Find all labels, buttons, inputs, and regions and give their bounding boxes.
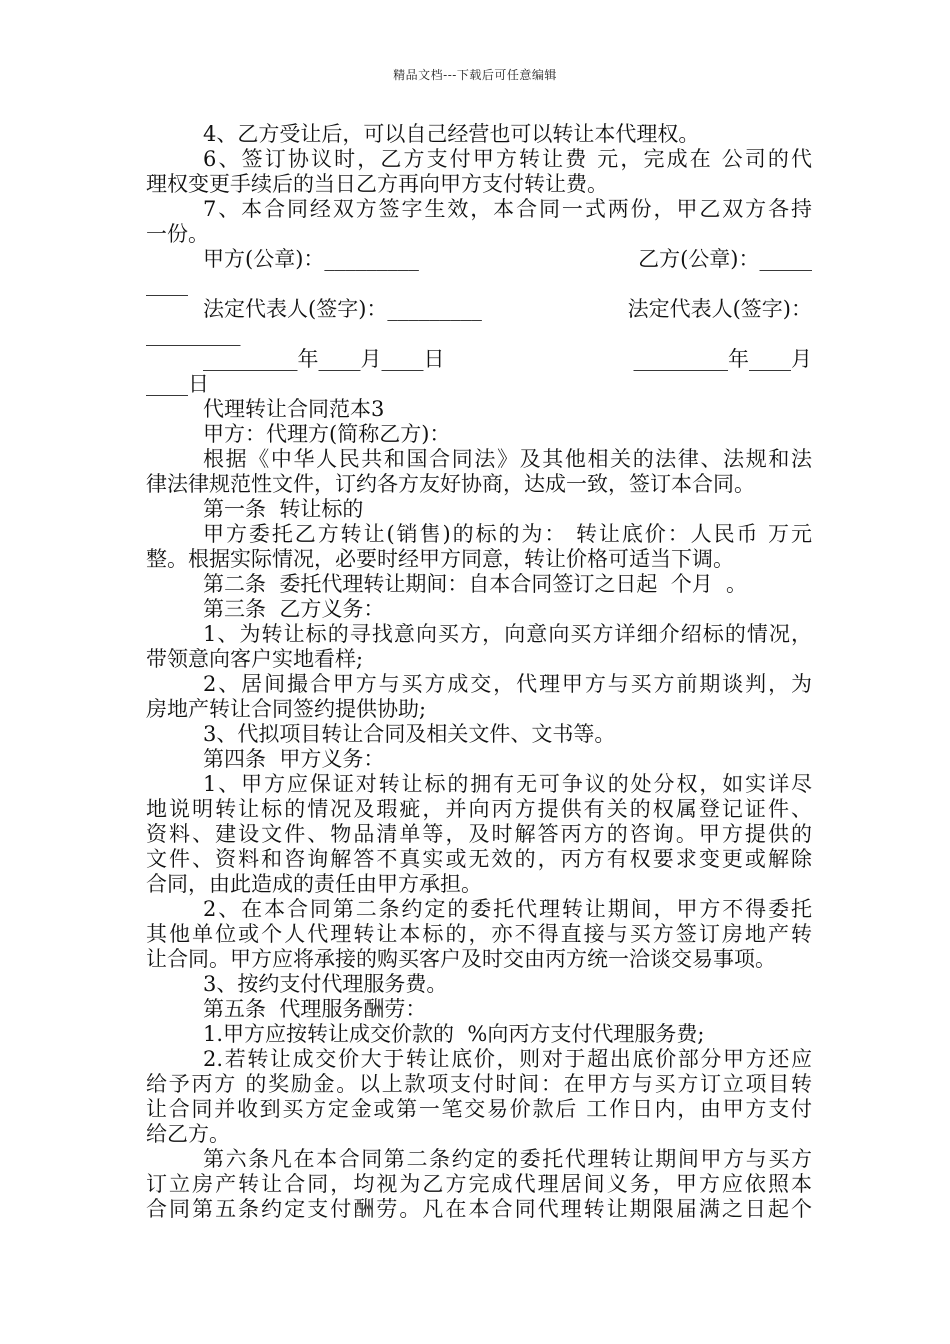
party-b-date: _________年____月 xyxy=(633,347,812,371)
text-line: 理权变更手续后的当日乙方再向甲方支付转让费。 xyxy=(146,172,608,196)
representative-row xyxy=(146,297,812,322)
text-line: 4、乙方受让后，可以自己经营也可以转让本代理权。 xyxy=(203,122,700,146)
text-line: 1、为转让标的寻找意向买方，向意向买方详细介绍标的情况， xyxy=(203,622,812,646)
text-line: 2、在本合同第二条约定的委托代理转让期间，甲方不得委托 xyxy=(203,897,812,921)
clause-block-top xyxy=(146,122,812,247)
text-line: 第三条 乙方义务： xyxy=(203,597,385,621)
page-header: 精品文档---下载后可任意编辑 xyxy=(393,68,557,82)
text-line: 甲方委托乙方转让(销售)的标的为： 转让底价：人民币 万元 xyxy=(203,522,812,546)
text-line: 甲方：代理方(简称乙方)： xyxy=(203,422,451,446)
text-line: 第一条 转让标的 xyxy=(203,497,364,521)
text-line: 律法律规范性文件，订约各方友好协商，达成一致，签订本合同。 xyxy=(146,472,755,496)
text-line: 订立房产转让合同，均视为乙方完成代理居间义务，甲方应依照本 xyxy=(146,1172,812,1196)
party-a-seal: 甲方(公章)：_________ xyxy=(203,247,419,271)
text-line: 第二条 委托代理转让期间：自本合同签订之日起 个月 。 xyxy=(203,572,748,596)
text-line: 第五条 代理服务酬劳： xyxy=(203,997,427,1021)
text-line: 让合同并收到买方定金或第一笔交易价款后 工作日内，由甲方支付 xyxy=(146,1097,812,1121)
date-row xyxy=(146,347,812,372)
text-line: 第六条凡在本合同第二条约定的委托代理转让期间甲方与买方 xyxy=(203,1147,812,1171)
contract-sample-3 xyxy=(146,397,812,1222)
text-line: 一份。 xyxy=(146,222,209,246)
text-line: 根据《中华人民共和国合同法》及其他相关的法律、法规和法 xyxy=(203,447,812,471)
text-line: 2.若转让成交价大于转让底价，则对于超出底价部分甲方还应 xyxy=(203,1047,812,1071)
text-line: 房地产转让合同签约提供协助; xyxy=(146,697,427,721)
party-b-seal-continuation: ____ xyxy=(146,272,188,296)
text-line: 6、签订协议时，乙方支付甲方转让费 元，完成在 公司的代 xyxy=(203,147,812,171)
text-line: 第四条 甲方义务： xyxy=(203,747,385,771)
text-line: 让合同。甲方应将承接的购买客户及时交由丙方统一洽谈交易事项。 xyxy=(146,947,776,971)
text-line: 其他单位或个人代理转让本标的，亦不得直接与买方签订房地产转 xyxy=(146,922,812,946)
text-line: 2、居间撮合甲方与买方成交，代理甲方与买方前期谈判，为 xyxy=(203,672,812,696)
text-line: 1、甲方应保证对转让标的拥有无可争议的处分权，如实详尽 xyxy=(203,772,812,796)
party-b-date-continuation: ____日 xyxy=(146,372,209,396)
text-line: 代理转让合同范本3 xyxy=(203,397,385,421)
seal-row xyxy=(146,247,812,272)
party-a-date: _________年____月____日 xyxy=(203,347,445,371)
text-line: 合同，由此造成的责任由甲方承担。 xyxy=(146,872,482,896)
party-b-representative: 法定代表人(签字)： xyxy=(627,297,812,321)
text-line: 资料、建设文件、物品清单等，及时解答丙方的咨询。甲方提供的 xyxy=(146,822,812,846)
text-line: 文件、资料和咨询解答不真实或无效的，丙方有权要求变更或解除 xyxy=(146,847,812,871)
party-b-representative-continuation: _________ xyxy=(146,322,241,346)
text-line: 3、代拟项目转让合同及相关文件、文书等。 xyxy=(203,722,616,746)
document-body xyxy=(146,122,812,1222)
text-line: 给予丙方 的奖励金。以上款项支付时间：在甲方与买方订立项目转 xyxy=(146,1072,812,1096)
text-line: 1.甲方应按转让成交价款的 %向丙方支付代理服务费; xyxy=(203,1022,705,1046)
text-line: 地说明转让标的情况及瑕疵，并向丙方提供有关的权属登记证件、 xyxy=(146,797,812,821)
text-line: 合同第五条约定支付酬劳。凡在本合同代理转让期限届满之日起个 xyxy=(146,1197,812,1221)
text-line: 3、按约支付代理服务费。 xyxy=(203,972,448,996)
party-b-seal: 乙方(公章)：_____ xyxy=(638,247,812,271)
text-line: 7、本合同经双方签字生效，本合同一式两份，甲乙双方各持 xyxy=(203,197,812,221)
party-a-representative: 法定代表人(签字)：_________ xyxy=(203,297,482,321)
text-line: 整。根据实际情况，必要时经甲方同意，转让价格可适当下调。 xyxy=(146,547,734,571)
text-line: 带领意向客户实地看样; xyxy=(146,647,364,671)
text-line: 给乙方。 xyxy=(146,1122,230,1146)
